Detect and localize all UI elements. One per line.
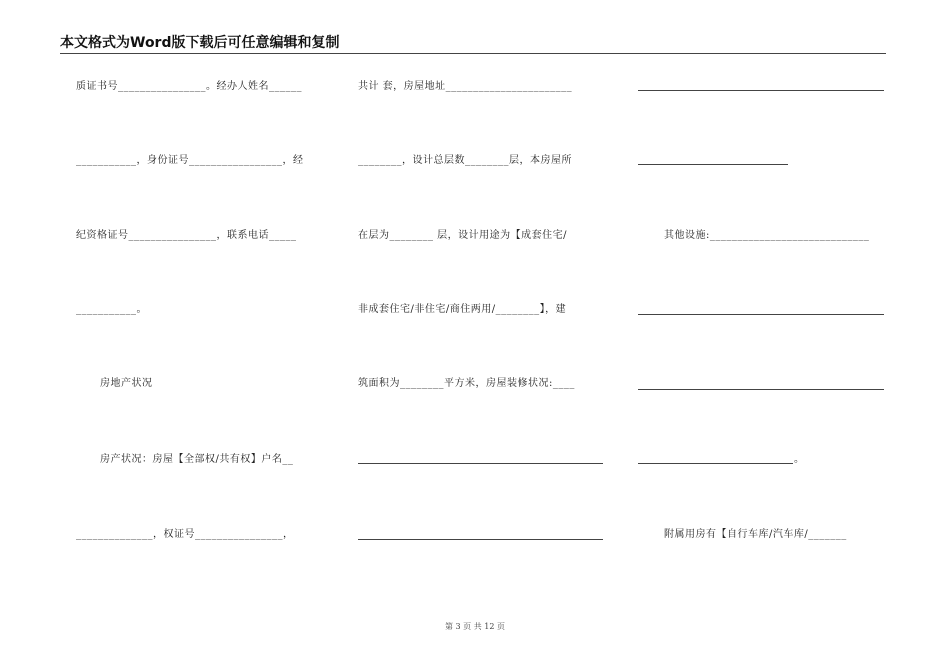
text-line: 纪资格证号________________，联系电话_____ (76, 230, 297, 241)
blank-fill-line (638, 463, 793, 464)
section-heading: 房地产状况 (100, 378, 153, 389)
text-line: ___________，身份证号_________________，经 (76, 155, 304, 166)
text-line: ______________，权证号________________， (76, 529, 294, 540)
text-line: 非成套住宅/非住宅/商住两用/________】，建 (358, 304, 567, 315)
text-line: 。 (794, 454, 805, 465)
blank-fill-line (358, 463, 603, 464)
column-left (76, 0, 326, 600)
column-right (638, 0, 888, 600)
text-line: ________，设计总层数________层，本房屋所 (358, 155, 572, 166)
text-line: 质证书号________________。经办人姓名______ (76, 81, 302, 92)
blank-fill-line (638, 314, 884, 315)
header-title: 本文格式为Word版下载后可任意编辑和复制 (60, 35, 340, 51)
blank-fill-line (358, 539, 603, 540)
text-line: 其他设施:_____________________________ (664, 230, 870, 241)
page-footer (0, 622, 950, 632)
text-line: 附属用房有【自行车库/汽车库/_______ (664, 529, 847, 540)
page-number: 第 3 页 共 12 页 (445, 622, 505, 631)
text-line: 筑面积为________平方米，房屋装修状况:____ (358, 378, 575, 389)
blank-fill-line (638, 389, 884, 390)
column-middle (358, 0, 608, 600)
blank-fill-line (638, 164, 788, 165)
text-line: 共计 套，房屋地址_______________________ (358, 81, 573, 92)
blank-fill-line (638, 90, 884, 91)
text-line: 在层为________ 层，设计用途为【成套住宅/ (358, 230, 568, 241)
text-line: 房产状况：房屋【全部权/共有权】户名__ (100, 454, 294, 465)
text-line: ___________。 (76, 304, 147, 315)
